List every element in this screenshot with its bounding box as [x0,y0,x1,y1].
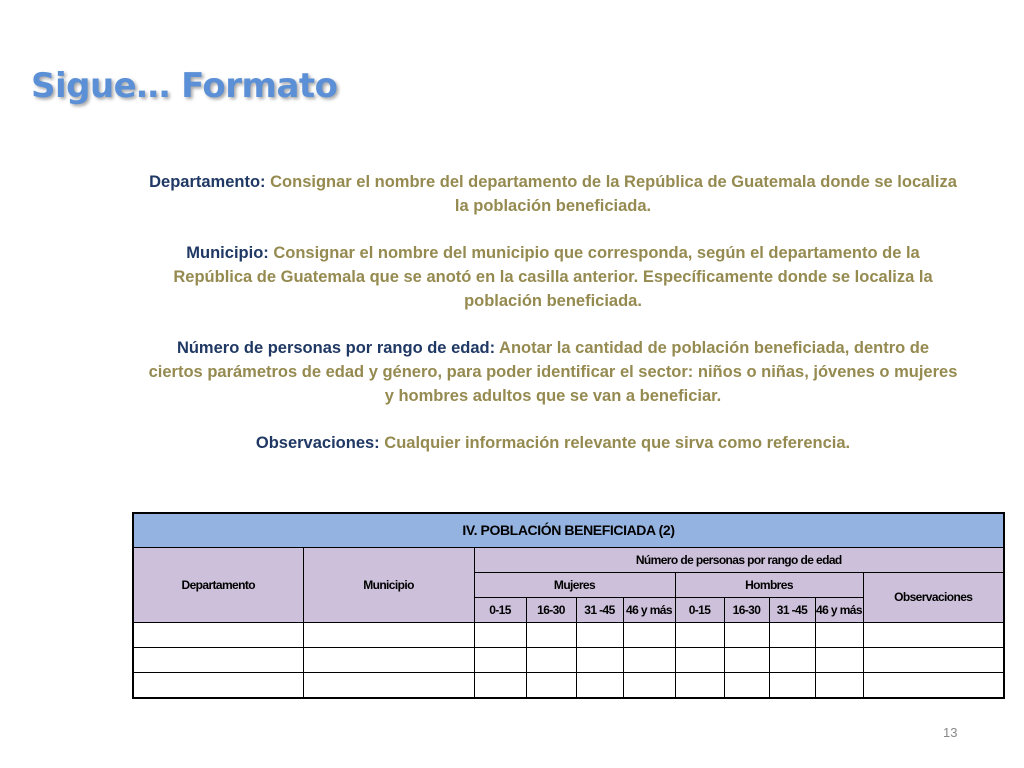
header-mujeres-16-30: 16-30 [526,597,576,622]
table-cell[interactable] [863,672,1004,698]
table-cell[interactable] [623,672,675,698]
table-cell[interactable] [675,622,724,647]
table-cell[interactable] [133,622,303,647]
definition-municipio [148,241,958,313]
header-mujeres: Mujeres [474,572,675,597]
header-departamento: Departamento [133,547,303,622]
table-row [133,647,1004,672]
header-numero-personas: Número de personas por rango de edad [474,547,1004,572]
table-cell[interactable] [474,622,526,647]
definition-term: Municipio: [186,244,269,262]
table-cell[interactable] [623,622,675,647]
definition-numero-personas [148,336,958,408]
header-hombres-16-30: 16-30 [724,597,769,622]
table-cell[interactable] [815,647,863,672]
table-cell[interactable] [526,622,576,647]
table-cell[interactable] [769,622,815,647]
definition-term: Observaciones: [255,434,380,452]
table-cell[interactable] [526,672,576,698]
table-cell[interactable] [576,622,623,647]
table-cell[interactable] [815,622,863,647]
table-cell[interactable] [863,647,1004,672]
definition-description: Consignar el nombre del departamento de la República de Guatemala donde se localiza la población beneficiada. [265,173,957,215]
table-cell[interactable] [133,672,303,698]
definition-observaciones [148,431,958,455]
table-row [133,672,1004,698]
table-cell[interactable] [303,647,474,672]
definition-departamento [148,170,958,218]
page-number: 13 [943,725,958,740]
table-title: IV. POBLACIÓN BENEFICIADA (2) [133,513,1004,547]
table-cell[interactable] [303,672,474,698]
table-cell[interactable] [474,672,526,698]
table-cell[interactable] [724,622,769,647]
definition-term: Número de personas por rango de edad: [176,339,496,357]
header-mujeres-0-15: 0-15 [474,597,526,622]
definition-description: Consignar el nombre del municipio que corresponda, según el departamento de la República de Guatemala que se anotó en la casilla anterior. Específicamente donde se localiza la población beneficiada. [173,244,933,310]
header-hombres: Hombres [675,572,863,597]
table-cell[interactable] [576,672,623,698]
table-cell[interactable] [576,647,623,672]
header-mujeres-46-mas: 46 y más [623,597,675,622]
header-observaciones: Observaciones [863,572,1004,622]
table-cell[interactable] [724,647,769,672]
poblacion-beneficiada-table [132,512,1005,699]
table-cell[interactable] [623,647,675,672]
table-row [133,622,1004,647]
header-municipio: Municipio [303,547,474,622]
table-cell[interactable] [815,672,863,698]
header-hombres-0-15: 0-15 [675,597,724,622]
slide-title: Sigue… Formato [31,66,338,106]
header-hombres-31-45: 31 -45 [769,597,815,622]
table-cell[interactable] [474,647,526,672]
table-cell[interactable] [675,672,724,698]
table-cell[interactable] [769,672,815,698]
table-cell[interactable] [769,647,815,672]
table-cell[interactable] [724,672,769,698]
header-hombres-46-mas: 46 y más [815,597,863,622]
definition-term: Departamento: [149,173,266,191]
table-cell[interactable] [303,622,474,647]
table-cell[interactable] [526,647,576,672]
header-mujeres-31-45: 31 -45 [576,597,623,622]
definition-description: Cualquier información relevante que sirva como referencia. [379,434,851,452]
table-cell[interactable] [675,647,724,672]
table-cell[interactable] [863,622,1004,647]
table-cell[interactable] [133,647,303,672]
definition-description: Anotar la cantidad de población beneficiada, dentro de ciertos parámetros de edad y género, para poder identificar el sector: niños o niñas, jóvenes o mujeres y hombres adultos que se van a beneficiar. [148,339,958,405]
definitions-block [148,170,958,478]
